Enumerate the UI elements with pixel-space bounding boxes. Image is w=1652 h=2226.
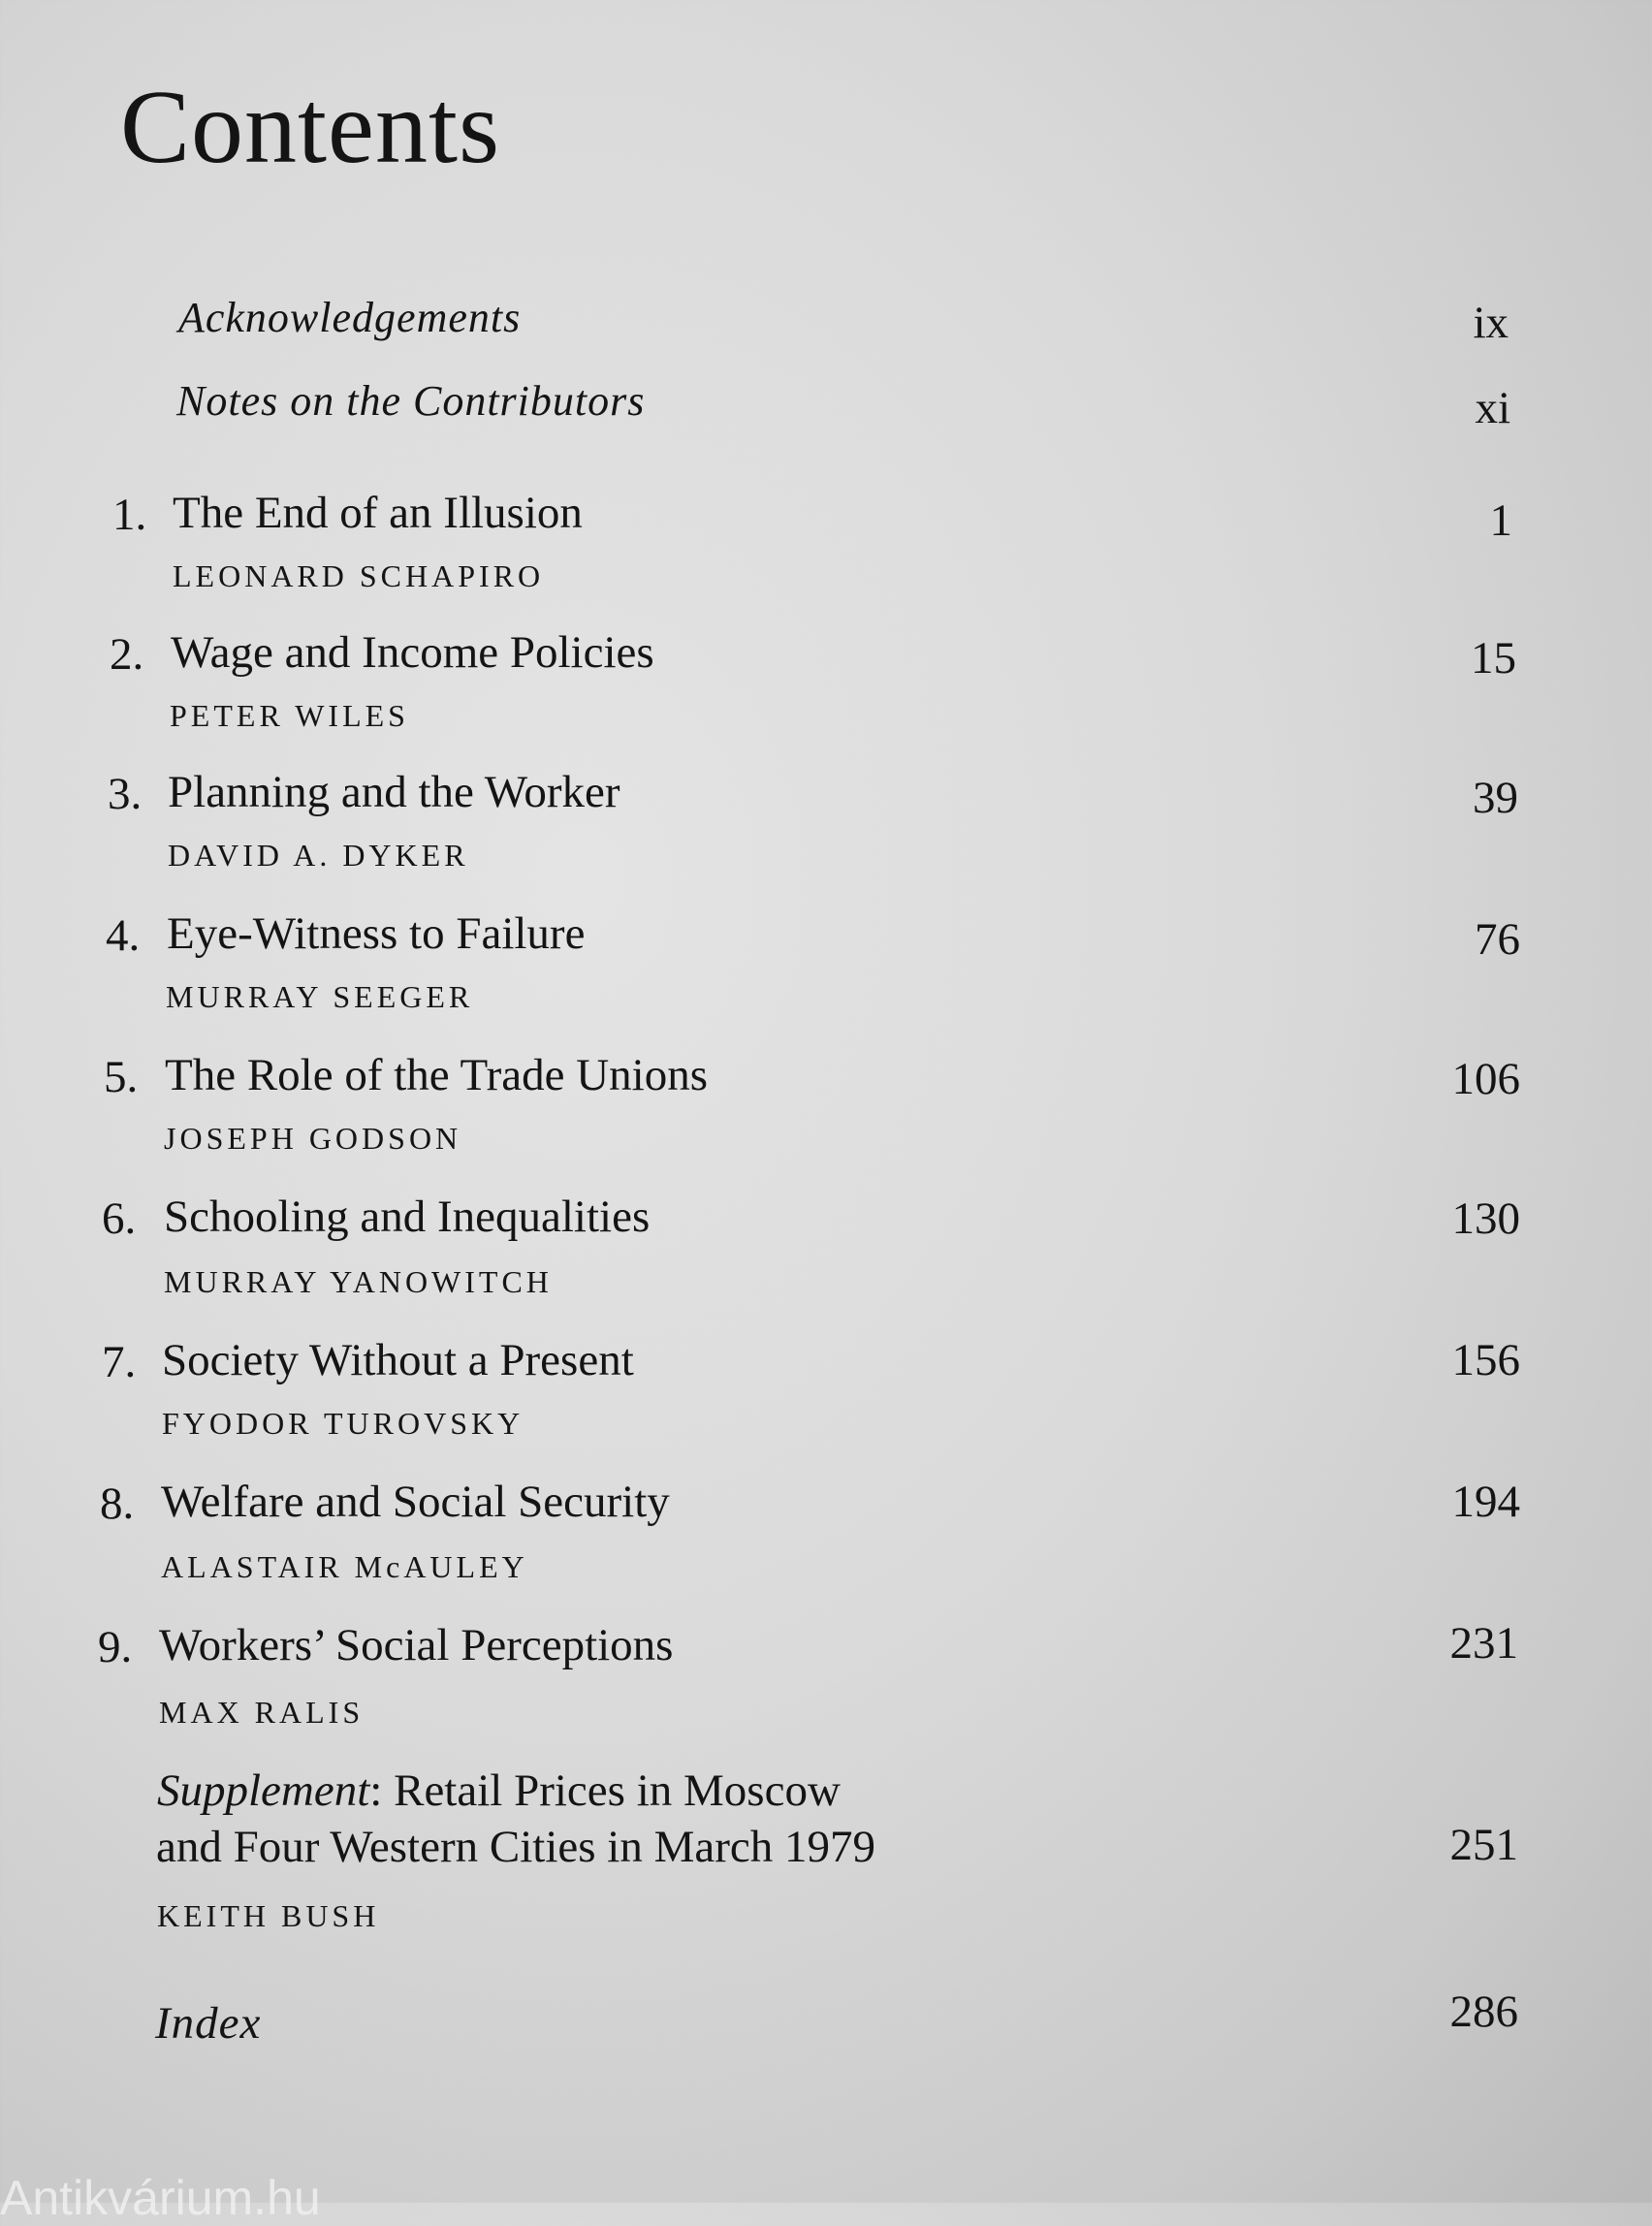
chapter-title: Wage and Income Policies (171, 627, 654, 678)
chapter-title: Eye-Witness to Failure (167, 908, 586, 959)
chapter-number: 6. (102, 1193, 137, 1244)
acknowledgements-page: ix (1473, 298, 1509, 348)
chapter-author: DAVID A. DYKER (168, 838, 469, 873)
chapter-page: 39 (1473, 773, 1518, 823)
supplement-title-part: : Retail Prices in Moscow (369, 1765, 841, 1816)
index-label: Index (155, 1998, 262, 2049)
supplement-page: 251 (1449, 1820, 1518, 1870)
chapter-page: 15 (1471, 633, 1516, 684)
chapter-number: 2. (110, 629, 144, 680)
index-page: 286 (1449, 1987, 1518, 2037)
chapter-number: 9. (98, 1622, 133, 1672)
chapter-page: 194 (1451, 1477, 1520, 1527)
chapter-author: JOSEPH GODSON (164, 1121, 462, 1156)
chapter-page: 231 (1449, 1618, 1518, 1669)
contributors-notes-label: Notes on the Contributors (176, 377, 646, 425)
chapter-number: 5. (104, 1052, 139, 1102)
chapter-page: 106 (1451, 1054, 1520, 1104)
chapter-number: 8. (100, 1479, 135, 1529)
chapter-title: Workers’ Social Perceptions (159, 1620, 674, 1670)
chapter-author: MURRAY SEEGER (166, 979, 474, 1014)
chapter-number: 3. (108, 769, 143, 819)
chapter-page: 1 (1489, 495, 1512, 546)
chapter-author: ALASTAIR McAULEY (161, 1549, 528, 1584)
chapter-title: Society Without a Present (162, 1335, 634, 1385)
chapter-author: PETER WILES (170, 698, 409, 733)
chapter-page: 130 (1451, 1193, 1520, 1244)
chapter-author: MURRAY YANOWITCH (164, 1264, 553, 1299)
supplement-label: Supplement (157, 1765, 370, 1816)
chapter-number: 1. (112, 490, 147, 540)
chapter-author: MAX RALIS (159, 1695, 365, 1730)
chapter-author: LEONARD SCHAPIRO (173, 558, 545, 593)
page-title: Contents (120, 70, 501, 185)
chapter-page: 76 (1475, 914, 1520, 965)
chapter-number: 7. (102, 1337, 137, 1387)
chapter-title: The End of an Illusion (173, 488, 583, 538)
chapter-title: Schooling and Inequalities (164, 1192, 651, 1242)
contributors-notes-page: xi (1475, 383, 1510, 433)
watermark-text: Antikvárium.hu (0, 2171, 321, 2225)
chapter-page: 156 (1451, 1335, 1520, 1385)
chapter-author: FYODOR TUROVSKY (162, 1406, 524, 1441)
chapter-title: Planning and the Worker (168, 767, 620, 817)
supplement-title-line-1 (157, 1765, 841, 1816)
chapter-title: The Role of the Trade Unions (165, 1050, 709, 1100)
supplement-author: KEITH BUSH (157, 1898, 380, 1933)
supplement-title-line-2: and Four Western Cities in March 1979 (156, 1822, 876, 1872)
chapter-title: Welfare and Social Security (161, 1477, 670, 1527)
acknowledgements-label: Acknowledgements (178, 294, 522, 341)
chapter-number: 4. (106, 910, 141, 961)
